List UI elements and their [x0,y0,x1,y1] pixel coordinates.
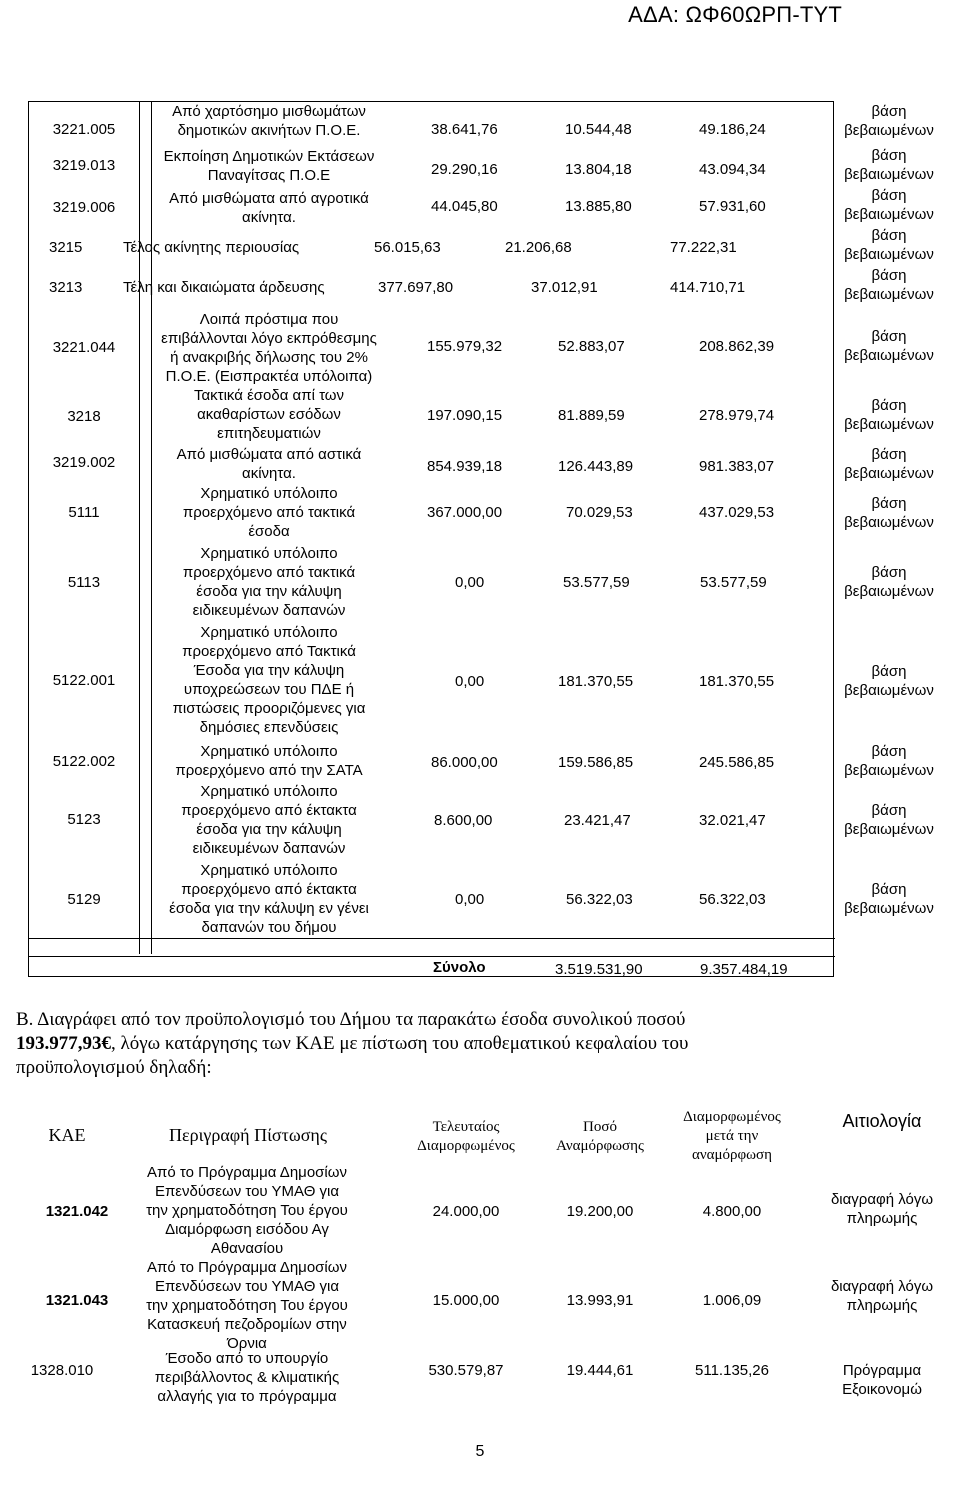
table-value-1: 0,00 [455,673,485,690]
table-desc: Χρηματικό υπόλοιπο προερχόμενο από έκτακτα έσοδα για την κάλυψη ειδικευμένων δαπανών [181,783,357,857]
paragraph-line-3: προϋπολογισμού δηλαδή: [16,1057,212,1078]
table-code: 3219.002 [52,454,116,471]
table-desc: Χρηματικό υπόλοιπο προερχόμενο από τακτικά έσοδα για την κάλυψη ειδικευμένων δαπανών [182,545,356,619]
header-reason: Αιτιολογία [842,1111,922,1131]
table-desc: Εκποίηση Δημοτικών Εκτάσεων Παναγίτσας Π.Ο.Ε [163,148,375,184]
table-value-2: 53.577,59 [563,574,630,591]
table-value-1: 44.045,80 [431,198,498,215]
table-value-3: 981.383,07 [699,458,775,475]
table-value-1: 29.290,16 [431,161,498,178]
table-value-3: 437.029,53 [699,504,775,521]
table-value-3: 43.094,34 [699,161,766,178]
table-note: βάση βεβαιωμένων [844,881,934,917]
table-note: βάση βεβαιωμένων [844,147,934,183]
kae-reason: Πρόγραμμα Εξοικονομώ [842,1362,922,1398]
kae-code: 1321.043 [45,1292,109,1309]
total-value-3: 9.357.484,19 [700,961,788,978]
table-note: βάση βεβαιωμένων [844,187,934,223]
table-code: 3221.005 [52,121,116,138]
kae-amount: 19.200,00 [566,1203,634,1220]
kae-last: 24.000,00 [432,1203,500,1220]
table-code: 5111 [68,504,100,521]
table-value-2: 56.322,03 [566,891,633,908]
kae-desc: Από το Πρόγραμμα Δημοσίων Επενδύσεων του ΥΜΑΘ για την χρηματοδότηση Του έργου Κατασκευή πεζοδρομίων στην Όρνια [146,1259,348,1352]
table-desc: Από μισθώματα από αγροτικά ακίνητα. [169,190,369,226]
table-code: 3219.013 [52,157,116,174]
table-note: βάση βεβαιωμένων [844,564,934,600]
table-desc: Χρηματικό υπόλοιπο προερχόμενο από τακτικά έσοδα [182,485,356,540]
table-value-2: 70.029,53 [566,504,633,521]
header-after: Διαμορφωμένος μετά την αναμόρφωση [683,1109,781,1163]
table-code: 5123 [67,811,101,828]
kae-after: 511.135,26 [695,1362,769,1379]
kae-after: 4.800,00 [702,1203,762,1220]
table-desc: Τακτικά έσοδα απί των ακαθαρίστων εσόδων επιτηδευματιών [193,387,345,442]
kae-desc: Έσοδο από το υπουργίο περιβάλλοντος & κλιματικής αλλαγής για το πρόγραμμα [154,1350,340,1405]
table-note: βάση βεβαιωμένων [844,397,934,433]
deletion-paragraph [16,1008,896,1080]
table-note: βάση βεβαιωμένων [844,743,934,779]
kae-reason: διαγραφή λόγω πληρωμής [830,1278,934,1314]
table-code: 3221.044 [52,339,116,356]
table-value-1: 0,00 [455,891,485,908]
table-note: βάση βεβαιωμένων [844,446,934,482]
header-kae: ΚΑΕ [48,1125,86,1145]
table-value-3: 414.710,71 [670,279,746,296]
kae-code: 1328.010 [30,1362,94,1379]
ada-header: ΑΔΑ: ΩΦ60ΩΡΠ-ΤΥΤ [628,2,842,27]
table-code: 5113 [67,574,101,591]
table-code: 3213 [49,279,83,296]
table-value-3: 57.931,60 [699,198,766,215]
kae-reason: διαγραφή λόγω πληρωμής [830,1191,934,1227]
table-value-1: 854.939,18 [427,458,503,475]
table-value-1: 38.641,76 [431,121,498,138]
table-value-2: 37.012,91 [531,279,598,296]
table-desc: Χρηματικό υπόλοιπο προερχόμενο από Τακτικά Έσοδα για την κάλυψη υποχρεώσεων του ΠΔΕ ή πιστώσεις προοριζόμενες για δημόσιες επενδύσεις [172,624,366,736]
table-value-3: 49.186,24 [699,121,766,138]
table-value-3: 208.862,39 [699,338,775,355]
table-value-2: 81.889,59 [558,407,625,424]
table-value-1: 377.697,80 [378,279,454,296]
table-value-2: 23.421,47 [564,812,631,829]
table-note: βάση βεβαιωμένων [844,802,934,838]
header-desc: Περιγραφή Πίστωσης [169,1125,327,1145]
table-value-2: 13.885,80 [565,198,632,215]
table-value-2: 159.586,85 [558,754,634,771]
page-number: 5 [475,1443,485,1460]
table-note: βάση βεβαιωμένων [844,227,934,263]
table-desc: Από μισθώματα από αστικά ακίνητα. [176,446,362,482]
kae-last: 530.579,87 [428,1362,504,1379]
table-code: 5122.002 [52,753,116,770]
table-code: 5122.001 [52,672,116,689]
table-desc: Χρηματικό υπόλοιπο προερχόμενο από έκτακτα έσοδα για την κάλυψη εν γένει δαπανών του δήμου [169,862,369,936]
table-value-2: 52.883,07 [558,338,625,355]
paragraph-line-1: Β. Διαγράφει από τον προϋπολογισμό του Δήμου τα παρακάτω έσοδα συνολικού ποσού [16,1009,686,1030]
table-code: 5129 [67,891,101,908]
row-divider [29,938,835,939]
deletion-table [12,1106,958,1405]
header-last: Τελευταίος Διαμορφωμένος [417,1119,515,1154]
table-value-2: 126.443,89 [558,458,634,475]
table-code: 3218 [67,408,101,425]
table-desc: Τέλη και δικαιώματα άρδευσης [123,279,325,296]
kae-after: 1.006,09 [702,1292,762,1309]
kae-amount: 19.444,61 [566,1362,634,1379]
table-desc: Τέλος ακίνητης περιουσίας [123,239,300,256]
total-value-2: 3.519.531,90 [555,961,643,978]
table-value-3: 56.322,03 [699,891,766,908]
revenue-table [28,101,934,978]
table-note: βάση βεβαιωμένων [844,328,934,364]
row-divider [29,956,835,957]
table-note: βάση βεβαιωμένων [844,663,934,699]
table-value-3: 77.222,31 [670,239,737,256]
table-value-1: 8.600,00 [434,812,493,829]
kae-desc: Από το Πρόγραμμα Δημοσίων Επενδύσεων του ΥΜΑΘ για την χρηματοδότηση Του έργου Διαμόρφωση εισόδου Αγ Αθανασίου [146,1164,348,1257]
table-desc: Λοιπά πρόστιμα που επιβάλλονται λόγο εκπρόθεσμης ή ανακριβής δήλωσης του 2% Π.Ο.Ε. (Εισπρακτέα υπόλοιπα) [161,311,377,385]
paragraph-amount: 193.977,93€ [16,1033,111,1054]
total-label: Σύνολο [433,959,486,976]
kae-last: 15.000,00 [432,1292,500,1309]
table-value-3: 32.021,47 [699,812,766,829]
kae-amount: 13.993,91 [566,1292,634,1309]
table-value-1: 56.015,63 [374,239,441,256]
table-value-2: 10.544,48 [565,121,632,138]
table-code: 3219.006 [52,199,116,216]
table-value-2: 181.370,55 [558,673,634,690]
table-desc: Από χαρτόσημο μισθωμάτων δημοτικών ακινήτων Π.Ο.Ε. [172,103,366,139]
paragraph-line-2: 193.977,93€, λόγω κατάργησης των ΚΑΕ με πίστωση του αποθεματικού κεφαλαίου του [16,1033,689,1054]
table-value-1: 197.090,15 [427,407,503,424]
table-value-1: 86.000,00 [431,754,498,771]
table-value-1: 0,00 [455,574,485,591]
table-value-3: 181.370,55 [699,673,775,690]
column-divider [139,102,140,954]
kae-code: 1321.042 [45,1203,109,1220]
table-value-3: 278.979,74 [699,407,775,424]
table-note: βάση βεβαιωμένων [844,267,934,303]
table-value-2: 21.206,68 [505,239,572,256]
table-value-2: 13.804,18 [565,161,632,178]
table-note: βάση βεβαιωμένων [844,103,934,139]
table-value-1: 367.000,00 [427,504,503,521]
table-desc: Χρηματικό υπόλοιπο προερχόμενο από την ΣΑΤΑ [175,743,363,779]
table-value-3: 245.586,85 [699,754,775,771]
table-note: βάση βεβαιωμένων [844,495,934,531]
table-value-1: 155.979,32 [427,338,503,355]
table-code: 3215 [49,239,83,256]
header-amount: Ποσό Αναμόρφωσης [556,1119,644,1154]
table-value-3: 53.577,59 [700,574,767,591]
